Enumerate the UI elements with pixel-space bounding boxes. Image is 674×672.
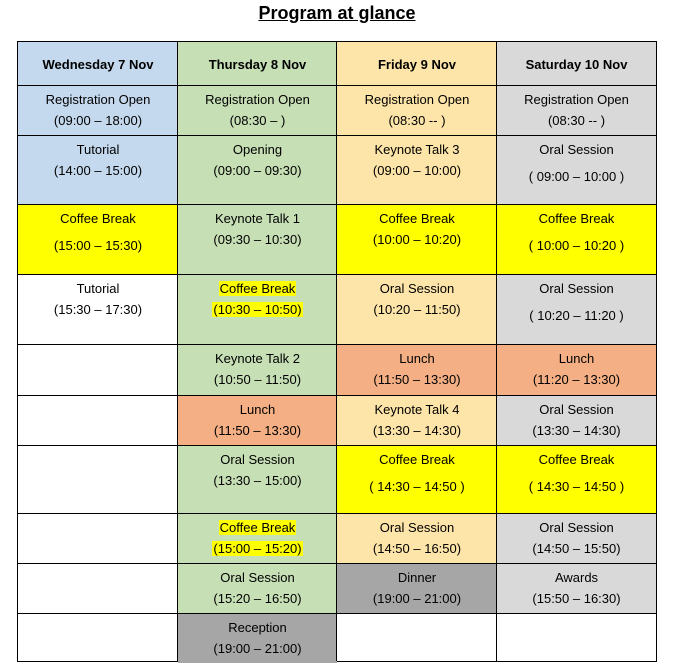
row-divider — [18, 135, 656, 136]
event-cell: Oral Session (13:30 – 15:00) — [178, 446, 337, 514]
row-divider — [18, 85, 656, 86]
event-cell: Keynote Talk 4 (13:30 – 14:30) — [337, 396, 497, 446]
row-divider — [18, 613, 656, 614]
event-cell: Keynote Talk 2 (10:50 – 11:50) — [178, 345, 337, 396]
row-divider — [18, 204, 656, 205]
event-cell-lunch: Lunch (11:50 – 13:30) — [337, 345, 497, 396]
header-thursday: Thursday 8 Nov — [178, 42, 337, 86]
event-cell-coffee-break: Coffee Break (10:30 – 10:50) — [178, 275, 337, 345]
event-cell: Tutorial (15:30 – 17:30) — [18, 275, 178, 345]
page-title: Program at glance — [258, 3, 416, 23]
event-cell-dinner: Dinner (19:00 – 21:00) — [337, 564, 497, 614]
event-cell: Keynote Talk 3 (09:00 – 10:00) — [337, 136, 497, 205]
event-cell: Keynote Talk 1 (09:30 – 10:30) — [178, 205, 337, 275]
header-saturday: Saturday 10 Nov — [497, 42, 656, 86]
schedule-table — [17, 41, 657, 662]
event-cell-lunch: Lunch (11:50 – 13:30) — [178, 396, 337, 446]
event-cell: Registration Open (08:30 -- ) — [497, 86, 656, 136]
event-cell: Opening (09:00 – 09:30) — [178, 136, 337, 205]
event-cell: Reception (19:00 – 21:00) — [178, 614, 337, 663]
event-cell-lunch: Lunch (11:20 – 13:30) — [497, 345, 656, 396]
event-cell: Oral Session (14:50 – 16:50) — [337, 514, 497, 564]
row-divider — [18, 513, 656, 514]
row-divider — [18, 445, 656, 446]
event-cell-coffee-break: Coffee Break (15:00 – 15:30) — [18, 205, 178, 275]
event-cell-coffee-break: Coffee Break ( 14:30 – 14:50 ) — [337, 446, 497, 514]
row-divider — [18, 274, 656, 275]
event-cell: Oral Session (14:50 – 15:50) — [497, 514, 656, 564]
event-cell: Registration Open (08:30 -- ) — [337, 86, 497, 136]
event-cell: Oral Session (13:30 – 14:30) — [497, 396, 656, 446]
event-cell-coffee-break: Coffee Break ( 14:30 – 14:50 ) — [497, 446, 656, 514]
event-cell: Oral Session (10:20 – 11:50) — [337, 275, 497, 345]
event-cell-coffee-break: Coffee Break (15:00 – 15:20) — [178, 514, 337, 564]
row-divider — [18, 563, 656, 564]
event-cell: Oral Session (15:20 – 16:50) — [178, 564, 337, 614]
event-cell: Oral Session ( 10:20 – 11:20 ) — [497, 275, 656, 345]
event-cell: Awards (15:50 – 16:30) — [497, 564, 656, 614]
row-divider — [18, 395, 656, 396]
event-cell: Oral Session ( 09:00 – 10:00 ) — [497, 136, 656, 205]
row-divider — [18, 344, 656, 345]
event-cell-coffee-break: Coffee Break (10:00 – 10:20) — [337, 205, 497, 275]
header-friday: Friday 9 Nov — [337, 42, 497, 86]
event-cell-coffee-break: Coffee Break ( 10:00 – 10:20 ) — [497, 205, 656, 275]
header-wednesday: Wednesday 7 Nov — [18, 42, 178, 86]
event-cell: Registration Open (09:00 – 18:00) — [18, 86, 178, 136]
event-cell: Registration Open (08:30 – ) — [178, 86, 337, 136]
event-cell: Tutorial (14:00 – 15:00) — [18, 136, 178, 205]
